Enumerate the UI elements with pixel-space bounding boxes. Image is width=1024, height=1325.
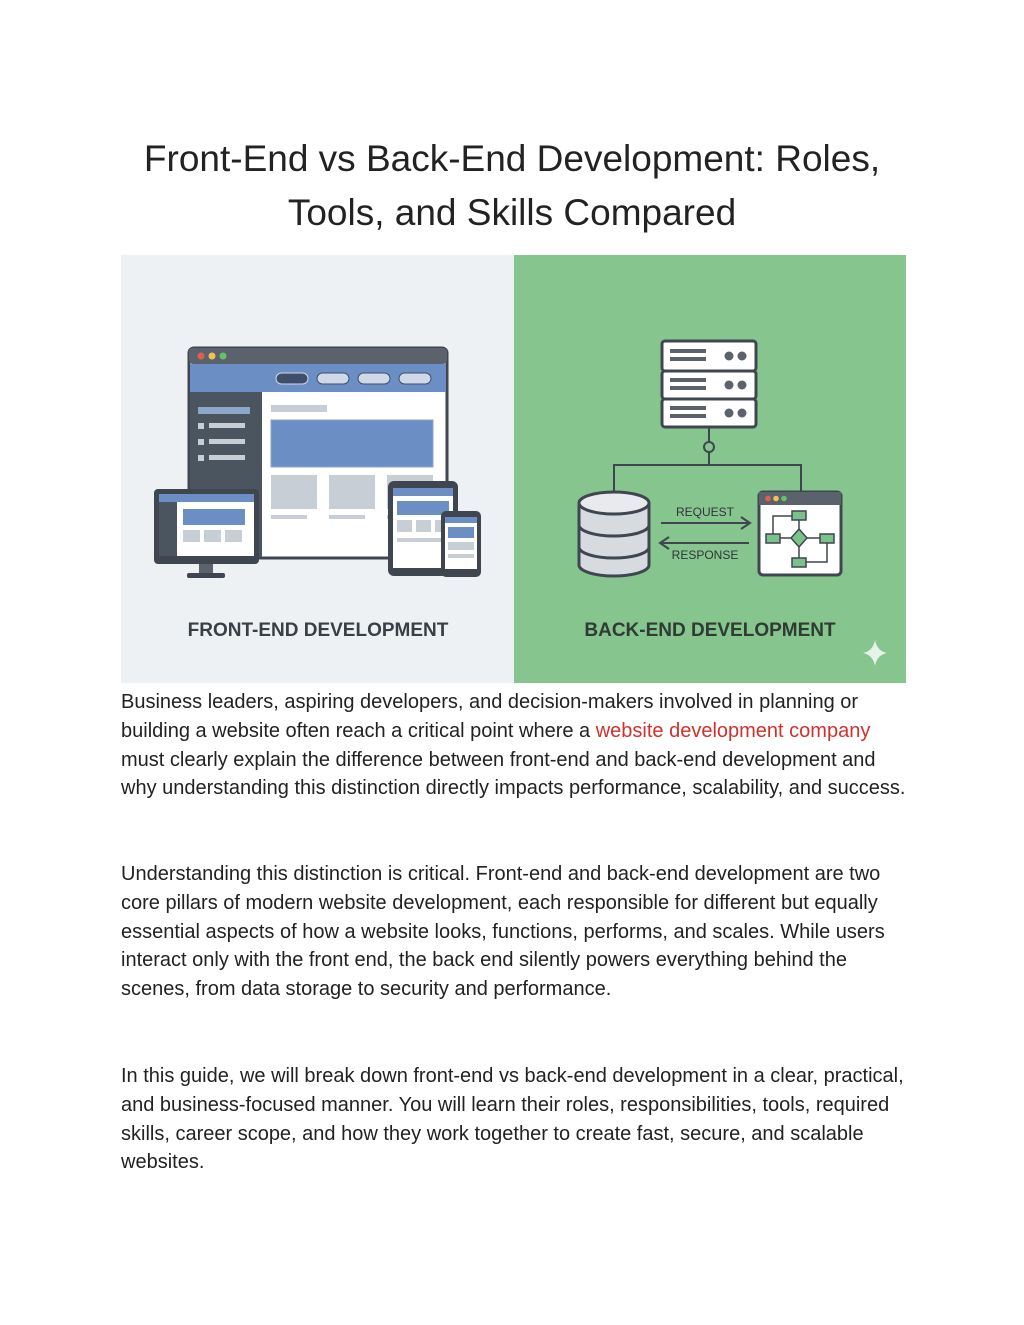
database-icon <box>579 492 649 576</box>
back-end-panel <box>514 255 906 683</box>
server-rack-icon <box>662 341 756 427</box>
hero-illustration <box>121 255 906 683</box>
request-label: REQUEST <box>675 505 735 519</box>
phone-icon <box>441 511 481 577</box>
guide-paragraph: In this guide, we will break down front-end vs back-end development in a clear, practical, and business-focused manner. You will learn their roles, responsibilities, tools, required skills, career scope, and how they work together to create fast, secure, and scalable websites. <box>121 1065 904 1174</box>
back-end-label: BACK-END DEVELOPMENT <box>584 620 836 641</box>
intro-text-start: Business leaders, aspiring developers, and decision-makers involved in planning or building a website often reach a critical point where a <box>121 691 859 742</box>
page-title: Front-End vs Back-End Development: Roles, Tools, and Skills Compared <box>143 138 881 233</box>
intro-paragraph <box>121 688 911 803</box>
response-label: RESPONSE <box>671 548 739 562</box>
intro-text-end: must clearly explain the difference between front-end and back-end development and why understanding this distinction directly impacts performance, scalability, and success. <box>121 748 906 800</box>
distinction-paragraph: Understanding this distinction is critical. Front-end and back-end development are two core pillars of modern website development, each responsible for different but equally essential aspects of how a website looks, functions, performs, and scales. While users interact only with the front end, the back end silently powers everything behind the scenes, from data storage to security and performance. <box>121 863 885 1001</box>
website-development-company-link[interactable]: website development company <box>595 719 871 742</box>
front-end-label: FRONT-END DEVELOPMENT <box>187 620 449 641</box>
flowchart-window-icon <box>759 492 841 575</box>
